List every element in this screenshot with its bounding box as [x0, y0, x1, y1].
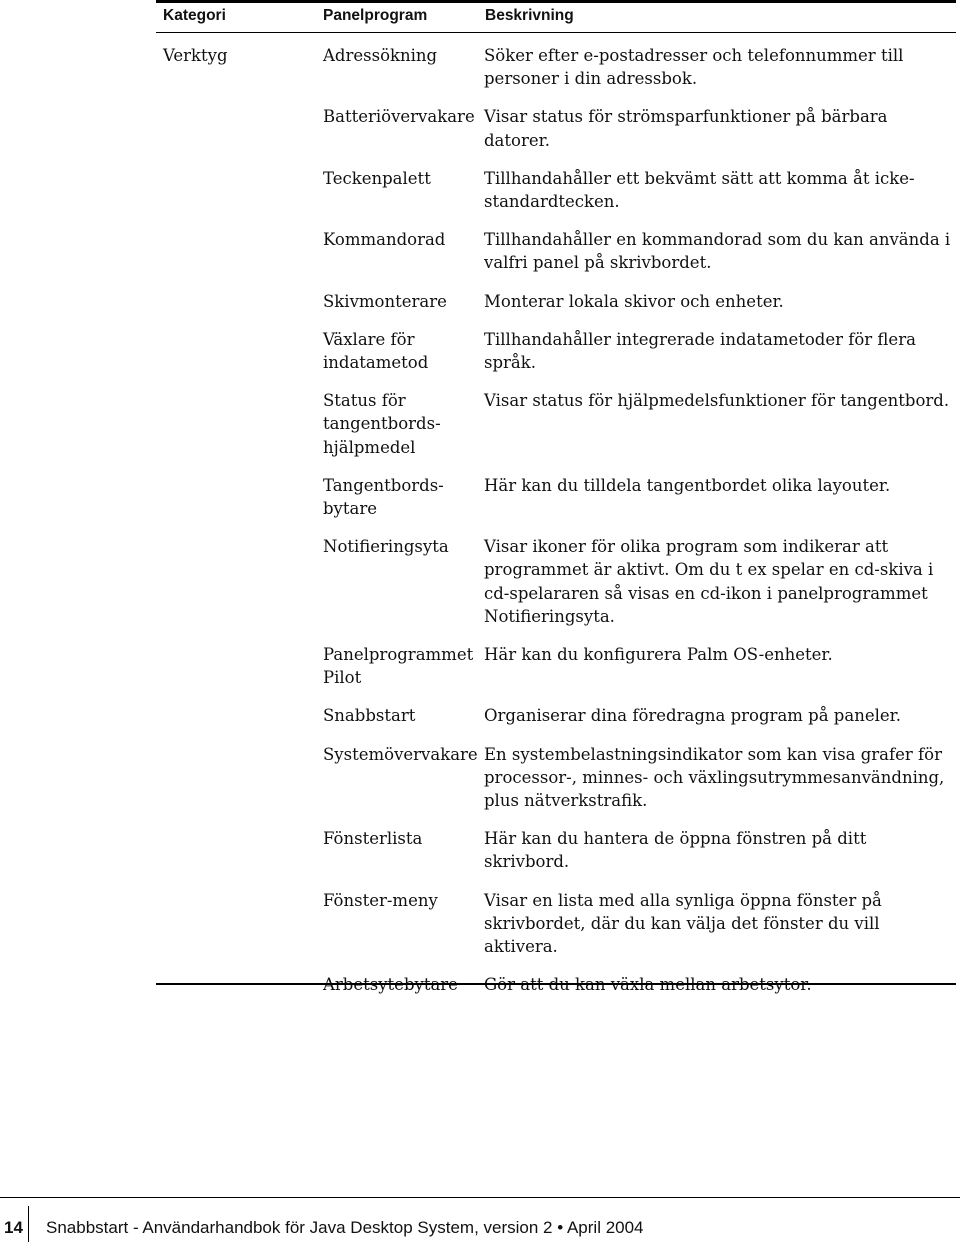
applet-cell: Notifieringsyta [323, 537, 449, 557]
category-cell [0, 643, 323, 689]
category-cell [0, 474, 323, 520]
applet-cell: Teckenpalett [323, 168, 431, 188]
category-cell [0, 389, 323, 459]
table-row [0, 743, 960, 813]
description-cell: Visar en lista med alla synliga öppna fönster på skrivbordet, där du kan välja det fönster du vill aktivera. [484, 890, 882, 957]
table-top-rule [156, 0, 956, 3]
applet-cell: Snabbstart [323, 706, 416, 726]
category-cell [0, 328, 323, 374]
applet-cell: Batteriövervakare [323, 107, 475, 127]
table-row [0, 389, 960, 459]
applet-cell: Fönsterlista [323, 829, 423, 849]
table-row [0, 44, 960, 90]
table-body [0, 44, 960, 1012]
description-cell: Här kan du konfigurera Palm OS-enheter. [484, 645, 833, 665]
applet-cell: Växlare för indatametod [323, 329, 429, 373]
applet-cell: Fönster-meny [323, 890, 438, 910]
description-cell: Monterar lokala skivor och enheter. [484, 291, 784, 311]
header-applet: Panelprogram [323, 7, 428, 24]
applet-cell: Systemövervakare [323, 744, 478, 764]
category-cell [0, 535, 323, 628]
table-row [0, 290, 960, 313]
category-cell [0, 290, 323, 313]
description-cell: En systembelastningsindikator som kan visa grafer för processor-, minnes- och växlingsutrymmesanvändning, plus nätverkstrafik. [484, 744, 945, 811]
table-row [0, 827, 960, 873]
table-row [0, 105, 960, 151]
description-cell: Tillhandahåller integrerade indatametoder för flera språk. [484, 329, 916, 373]
category-cell [0, 827, 323, 873]
footer-rule [0, 1197, 960, 1198]
table-header-rule [156, 32, 956, 33]
table-row [0, 643, 960, 689]
table-row [0, 889, 960, 959]
footer-divider [28, 1206, 29, 1242]
table-row [0, 474, 960, 520]
applet-cell: Tangentbords-bytare [323, 475, 444, 519]
description-cell: Här kan du hantera de öppna fönstren på ditt skrivbord. [484, 829, 867, 872]
description-cell: Visar ikoner för olika program som indikerar att programmet är aktivt. Om du t ex spelar en cd-skiva i cd-spelararen så visas en cd-ikon i panelprogrammet Notifieringsyta. [484, 537, 934, 626]
header-description: Beskrivning [485, 7, 574, 24]
category-cell [0, 105, 323, 151]
description-cell: Visar status för hjälpmedelsfunktioner för tangentbord. [484, 391, 950, 411]
category-cell [0, 228, 323, 274]
table-bottom-rule [156, 983, 956, 985]
applet-cell: Panelprogrammet Pilot [323, 645, 474, 688]
applet-cell: Skivmonterare [323, 291, 447, 311]
description-cell: Visar status för strömsparfunktioner på bärbara datorer. [484, 107, 888, 150]
description-cell: Här kan du tilldela tangentbordet olika layouter. [484, 475, 891, 495]
applet-cell: Status för tangentbords-hjälpmedel [323, 391, 441, 457]
description-cell: Tillhandahåller ett bekvämt sätt att komma åt icke-standardtecken. [484, 168, 915, 212]
category-cell [0, 704, 323, 727]
category-cell [0, 889, 323, 959]
category-cell [0, 743, 323, 813]
category-cell: Verktyg [163, 46, 228, 65]
table-row [0, 167, 960, 213]
applet-cell: Adressökning [323, 46, 438, 65]
description-cell: Söker efter e-postadresser och telefonnummer till personer i din adressbok. [484, 46, 904, 89]
footer-title: Snabbstart - Användarhandbok för Java Desktop System, version 2 • April 2004 [46, 1218, 644, 1237]
description-cell: Tillhandahåller en kommandorad som du kan använda i valfri panel på skrivbordet. [484, 230, 951, 273]
table-row [0, 228, 960, 274]
table-row [0, 704, 960, 727]
page-number: 14 [4, 1218, 23, 1237]
category-cell [0, 167, 323, 213]
description-cell: Organiserar dina föredragna program på paneler. [484, 706, 901, 726]
table-row [0, 535, 960, 628]
header-category: Kategori [163, 7, 226, 24]
applet-cell: Kommandorad [323, 230, 446, 250]
table-row [0, 328, 960, 374]
